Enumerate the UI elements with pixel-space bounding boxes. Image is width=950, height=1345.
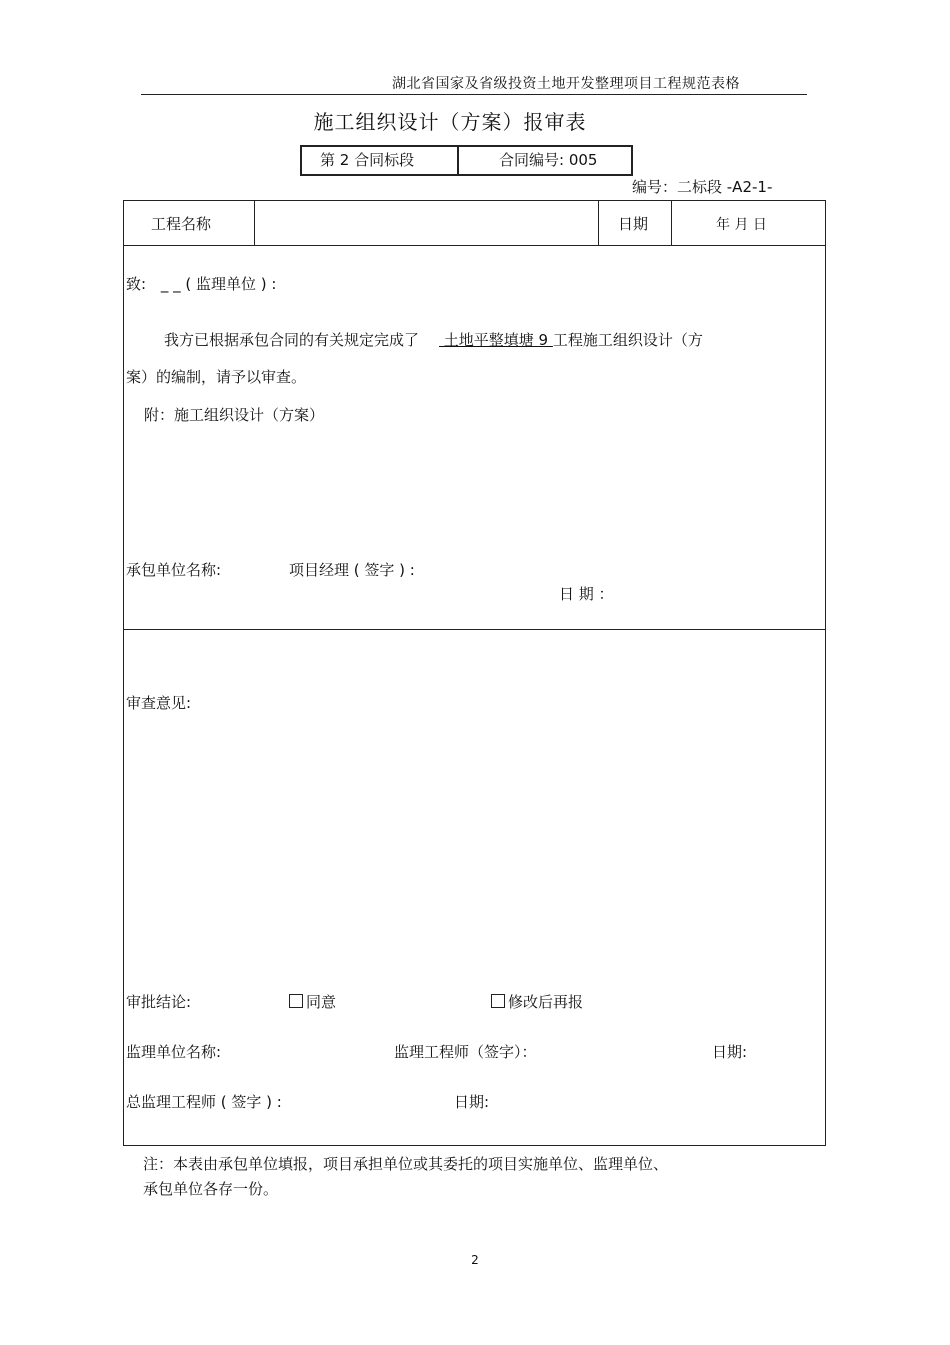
revise-option[interactable]	[491, 991, 583, 1012]
footnote-line1: 注：本表由承包单位填报，项目承担单位或其委托的项目实施单位、监理单位、	[143, 1155, 669, 1173]
contract-box	[300, 145, 633, 176]
project-row	[124, 201, 825, 246]
document-header: 湖北省国家及省级投资土地开发整理项目工程规范表格	[392, 76, 740, 92]
body-start: 我方已根据承包合同的有关规定完成了	[164, 331, 420, 349]
conclusion-label: 审批结论:	[126, 993, 192, 1011]
divider	[671, 201, 672, 245]
agree-label: 同意	[306, 993, 337, 1011]
attachment-line: 附：施工组织设计（方案）	[144, 406, 325, 424]
to-prefix: 致:	[126, 275, 147, 293]
divider	[254, 201, 255, 245]
project-name-label: 工程名称	[151, 215, 212, 233]
footnote	[143, 1152, 783, 1202]
supervising-engineer-signature-label: 监理工程师（签字）：	[394, 1043, 537, 1061]
contractor-label: 承包单位名称:	[126, 561, 222, 579]
submission-body-line2: 案）的编制，请予以审查。	[126, 368, 307, 386]
project-name-underlined[interactable]: 土地平整填塘 9	[439, 331, 553, 349]
contract-section: 第 2 合同标段	[302, 147, 459, 174]
revise-label: 修改后再报	[508, 993, 584, 1011]
supervisor-unit-label: 监理单位名称:	[126, 1043, 222, 1061]
agree-checkbox[interactable]	[289, 994, 303, 1008]
revise-checkbox[interactable]	[491, 994, 505, 1008]
review-opinion-label: 审查意见:	[126, 694, 192, 712]
date-label: 日期	[618, 215, 649, 233]
page-number: 2	[471, 1253, 479, 1267]
submission-body-line1	[164, 329, 703, 350]
date-field[interactable]: 年 月 日	[716, 217, 767, 233]
footnote-line2: 承包单位各存一份。	[143, 1180, 279, 1198]
form-table	[123, 200, 826, 1146]
chief-engineer-signature-label: 总监理工程师 ( 签字 ) :	[126, 1093, 282, 1111]
body-end: 工程施工组织设计（方	[552, 331, 703, 349]
serial-number: 编号：二标段 -A2-1-	[632, 178, 773, 196]
submission-date-label: 日 期 ：	[559, 585, 614, 603]
project-manager-signature-label: 项目经理 ( 签字 ) :	[289, 561, 415, 579]
to-suffix: ( 监理单位 ) :	[185, 275, 277, 293]
section-divider	[124, 629, 825, 630]
contract-number: 合同编号: 005	[499, 151, 598, 169]
addressee-line	[126, 273, 276, 294]
agree-option[interactable]	[289, 991, 336, 1012]
divider	[598, 201, 599, 245]
form-title: 施工组织设计（方案）报审表	[313, 110, 587, 134]
header-rule	[141, 94, 807, 95]
supervisor-date-label: 日期:	[712, 1043, 748, 1061]
chief-date-label: 日期:	[454, 1093, 490, 1111]
to-blank[interactable]: _ _	[160, 275, 181, 293]
